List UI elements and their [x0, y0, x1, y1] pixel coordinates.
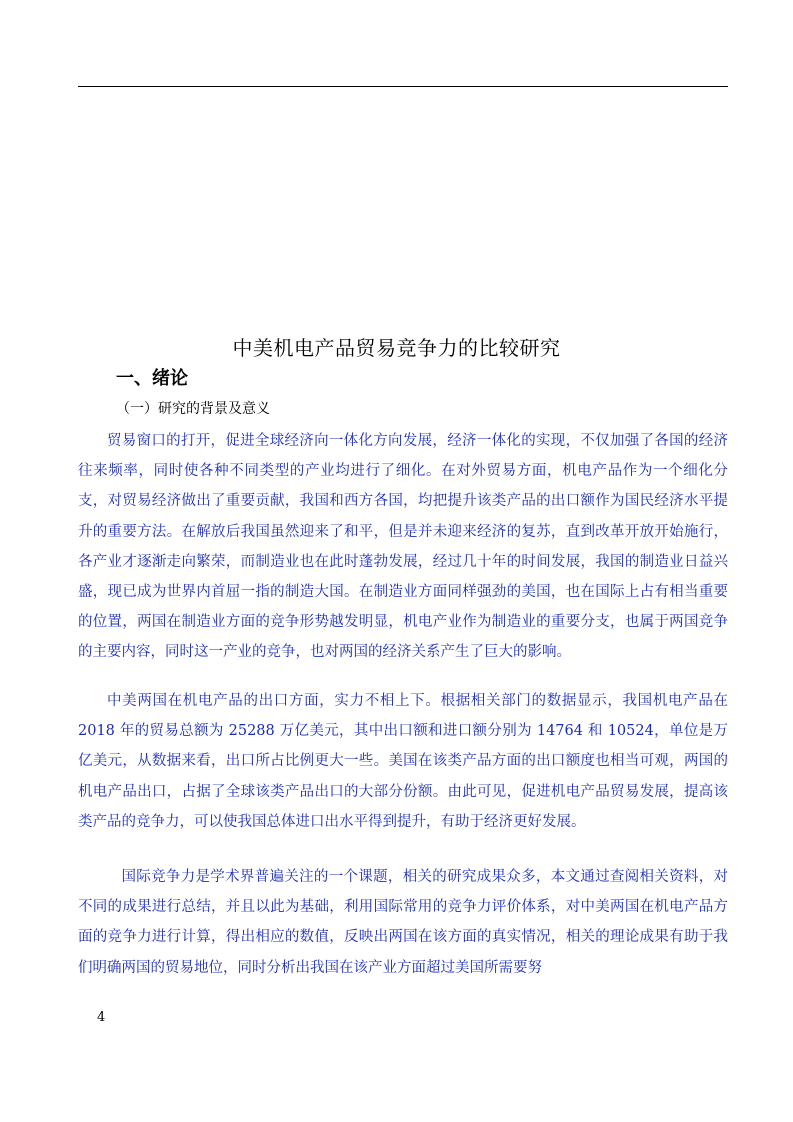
- subsection-heading: （一）研究的背景及意义: [116, 401, 270, 417]
- paragraph-text: 国际竞争力是学术界普遍关注的一个课题，相关的研究成果众多，本文通过查阅相关资料，对不同的成果进行总结，并且以此为基础，利用国际常用的竞争力评价体系，对中美两国在机电产品方面的竞争力进行计算，得出相应的数值，反映出两国在该方面的真实情况，相关的理论成果有助于我们明确两国的贸易地位，同时分析出我国在该产业方面超过美国所需要努: [78, 869, 728, 976]
- body-paragraph-1: [78, 426, 728, 668]
- paragraph-text: 贸易窗口的打开，促进全球经济向一体化方向发展，经济一体化的实现，不仅加强了各国的经济往来频率，同时使各种不同类型的产业均进行了细化。在对外贸易方面，机电产品作为一个细化分支，对贸易经济做出了重要贡献，我国和西方各国，均把提升该类产品的出口额作为国民经济水平提升的重要方法。在解放后我国虽然迎来了和平，但是并未迎来经济的复苏，直到改革开放开始施行，各产业才逐渐走向繁荣，而制造业也在此时蓬勃发展，经过几十年的时间发展，我国的制造业日益兴盛，现已成为世界内首屈一指的制造大国。在制造业方面同样强劲的美国，也在国际上占有相当重要的位置，两国在制造业方面的竞争形势越发明显，机电产业作为制造业的重要分支，也属于两国竞争的主要内容，同时这一产业的竞争，也对两国的经济关系产生了巨大的影响。: [78, 433, 728, 661]
- body-paragraph-3: [78, 862, 728, 983]
- section-heading: 一、绪论: [116, 368, 188, 389]
- paragraph-text: 中美两国在机电产品的出口方面，实力不相上下。根据相关部门的数据显示，我国机电产品在 2018 年的贸易总额为 25288 万亿美元，其中出口额和进口额分别为 14764 和 10524，单位是万亿美元，从数据来看，出口所占比例更大一些。美国在该类产品方面的出口额度也相当可观，两国的机电产品出口，占据了全球该类产品出口的大部分份额。由此可见，促进机电产品贸易发展，提高该类产品的竞争力，可以使我国总体进口出水平得到提升，有助于经济更好发展。: [78, 693, 728, 830]
- header-rule: [78, 86, 728, 87]
- body-paragraph-2: [78, 686, 728, 837]
- page-number: 4: [97, 1010, 106, 1025]
- document-title: 中美机电产品贸易竞争力的比较研究: [232, 336, 561, 360]
